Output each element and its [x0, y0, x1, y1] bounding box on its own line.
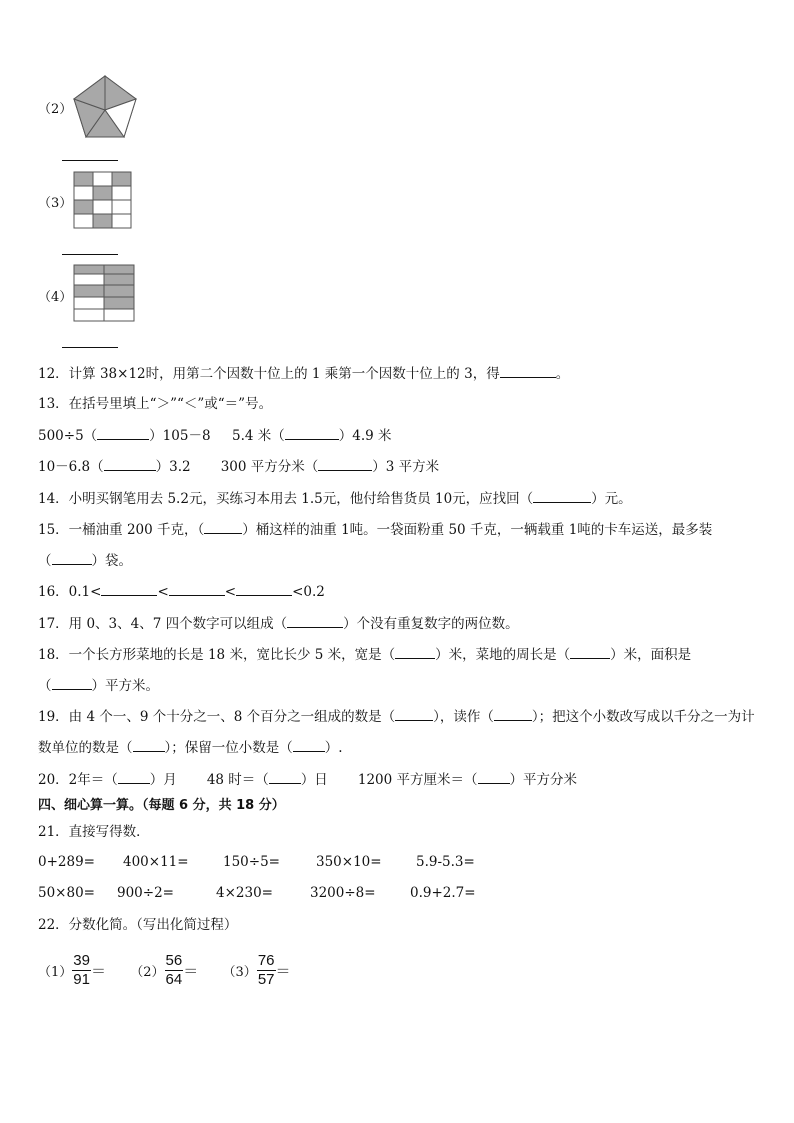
- q19-c: ）；把这个小数改写成以千分之一为计: [531, 709, 755, 725]
- q18-a: 18．一个长方形菜地的长是 18 米，宽比长少 5 米，宽是（: [38, 647, 396, 663]
- question-18-line-1: [38, 645, 691, 664]
- q20-a: 20．2年＝（: [38, 772, 118, 788]
- q15-blank-1[interactable]: [204, 520, 242, 534]
- q15-d: ）袋。: [91, 553, 132, 569]
- q21-row-1-item-4: 350×10=: [316, 854, 382, 870]
- q13-blank-4[interactable]: [318, 457, 372, 471]
- q12-text: 12．计算 38×12时，用第二个因数十位上的 1 乘第一个因数十位上的 3，得: [38, 366, 500, 382]
- pentagon-figure: [72, 74, 138, 140]
- q13-r1-a: 500÷5（: [38, 428, 98, 444]
- q20-c: 48 时＝（: [206, 772, 269, 788]
- q13-blank-3[interactable]: [104, 457, 156, 471]
- question-15-line-2: [38, 551, 132, 570]
- q22-f2-equals: ＝: [183, 963, 199, 980]
- q22-f2-denominator: 64: [165, 971, 183, 988]
- q16-d: <0.2: [292, 584, 325, 600]
- q21-row-1-item-5: 5.9-5.3=: [416, 854, 475, 870]
- q16-c: <: [224, 584, 237, 600]
- q13-r2-a: 10－6.8（: [38, 459, 104, 475]
- q19-e: ）；保留一位小数是（: [164, 740, 293, 756]
- question-21-title: 21．直接写得数．: [38, 824, 150, 840]
- q22-f3-numerator: 76: [257, 952, 275, 969]
- q22-f1-denominator: 91: [73, 971, 90, 988]
- q18-d: （: [38, 678, 52, 694]
- figure-2-answer-line[interactable]: [62, 160, 118, 161]
- question-13-title: 13．在括号里填上“＞”“＜”或“＝”号。: [38, 396, 273, 412]
- question-12: [38, 364, 569, 383]
- q18-blank-3[interactable]: [52, 676, 92, 690]
- q16-a: 16．0.1<: [38, 584, 102, 600]
- q20-blank-3[interactable]: [478, 770, 510, 784]
- q17-a: 17．用 0、3、4、7 四个数字可以组成（: [38, 616, 288, 632]
- section-4-heading: 四、细心算一算。（每题 6 分，共 18 分）: [38, 798, 285, 813]
- figure-4-answer-line[interactable]: [62, 347, 118, 348]
- q22-f3-denominator: 57: [257, 971, 275, 988]
- q14-suffix: ）元。: [591, 491, 632, 507]
- figure-3-label: （3）: [38, 196, 73, 211]
- q12-suffix: 。: [555, 366, 570, 382]
- q13-r1-b: ）105－8: [149, 428, 211, 444]
- q17-b: ）个没有重复数字的两位数。: [343, 616, 519, 632]
- question-19-line-1: [38, 707, 755, 726]
- q19-d: 数单位的数是（: [38, 740, 133, 756]
- question-16: [38, 582, 325, 601]
- q15-c: （: [38, 553, 52, 569]
- q18-b: ）米，菜地的周长是（: [435, 647, 571, 663]
- q15-blank-2[interactable]: [52, 551, 92, 565]
- q16-blank-1[interactable]: [101, 582, 157, 596]
- q14-text: 14．小明买钢笔用去 5.2元，买练习本用去 1.5元，他付给售货员 10元，应找回（: [38, 491, 534, 507]
- q22-item-1-label: （1）: [38, 965, 73, 980]
- q15-b: ）桶这样的油重 1吨。一袋面粉重 50 千克，一辆载重 1吨的卡车运送，最多装: [242, 522, 713, 538]
- q13-blank-1[interactable]: [97, 426, 149, 440]
- q22-fraction-2: [165, 952, 184, 989]
- q16-blank-2[interactable]: [169, 582, 225, 596]
- q19-blank-3[interactable]: [133, 738, 165, 752]
- striped-rect-figure: [73, 264, 135, 324]
- q22-f1-numerator: 39: [73, 952, 90, 969]
- q22-fraction-1: [72, 952, 91, 989]
- q16-blank-3[interactable]: [236, 582, 292, 596]
- question-20: [38, 770, 577, 789]
- q19-blank-2[interactable]: [494, 707, 532, 721]
- q20-blank-1[interactable]: [118, 770, 150, 784]
- q16-b: <: [157, 584, 169, 600]
- q13-blank-2[interactable]: [285, 426, 339, 440]
- q18-e: ）平方米。: [91, 678, 159, 694]
- q21-row-2-item-4: 3200÷8=: [310, 885, 376, 901]
- figure-2-label: （2）: [38, 102, 73, 117]
- q18-blank-2[interactable]: [570, 645, 610, 659]
- q22-fraction-3: [257, 952, 276, 989]
- q12-blank[interactable]: [500, 364, 556, 378]
- q19-a: 19．由 4 个一、9 个十分之一、8 个百分之一组成的数是（: [38, 709, 396, 725]
- q22-f1-equals: ＝: [90, 963, 106, 980]
- q21-row-1-item-1: 0+289=: [38, 854, 95, 870]
- figure-4-label: （4）: [38, 290, 73, 305]
- question-15-line-1: [38, 520, 712, 539]
- q13-r2-b: ）3.2: [155, 459, 191, 475]
- q13-r2-c: 300 平方分米（: [220, 459, 319, 475]
- q22-f3-equals: ＝: [275, 963, 291, 980]
- q20-blank-2[interactable]: [269, 770, 301, 784]
- q13-r2-d: ）3 平方米: [372, 459, 440, 475]
- question-17: [38, 614, 519, 633]
- q17-blank[interactable]: [287, 614, 343, 628]
- q22-f2-numerator: 56: [165, 952, 183, 969]
- q13-r1-c: 5.4 米（: [232, 428, 285, 444]
- q19-b: ），读作（: [433, 709, 494, 725]
- q22-item-2-label: （2）: [130, 965, 165, 980]
- q22-item-3-label: （3）: [222, 965, 257, 980]
- q19-blank-1[interactable]: [395, 707, 433, 721]
- figure-3-answer-line[interactable]: [62, 254, 118, 255]
- q20-f: ）平方分米: [509, 772, 578, 788]
- q18-blank-1[interactable]: [395, 645, 435, 659]
- q21-row-1-item-2: 400×11=: [123, 854, 189, 870]
- question-14: [38, 489, 632, 508]
- q21-row-2-item-1: 50×80=: [38, 885, 95, 901]
- q13-r1-d: ）4.9 米: [338, 428, 392, 444]
- checker-grid-figure: [73, 171, 133, 231]
- q21-row-1-item-3: 150÷5=: [223, 854, 280, 870]
- question-22-items: [38, 952, 291, 989]
- q19-f: ）.: [324, 740, 343, 756]
- question-13-row-2: [38, 457, 439, 476]
- q21-row-2-item-2: 900÷2=: [117, 885, 174, 901]
- q21-row-2-item-5: 0.9+2.7=: [410, 885, 476, 901]
- question-18-line-2: [38, 676, 159, 695]
- q18-c: ）米，面积是: [610, 647, 692, 663]
- question-22-title: 22．分数化简。（写出化简过程）: [38, 917, 238, 933]
- q21-row-2-item-3: 4×230=: [216, 885, 273, 901]
- q20-d: ）日: [300, 772, 328, 788]
- q14-blank[interactable]: [533, 489, 591, 503]
- question-19-line-2: [38, 738, 343, 757]
- q20-e: 1200 平方厘米＝（: [357, 772, 478, 788]
- q20-b: ）月: [149, 772, 177, 788]
- q15-a: 15．一桶油重 200 千克，（: [38, 522, 205, 538]
- question-13-row-1: [38, 426, 392, 445]
- q19-blank-4[interactable]: [293, 738, 325, 752]
